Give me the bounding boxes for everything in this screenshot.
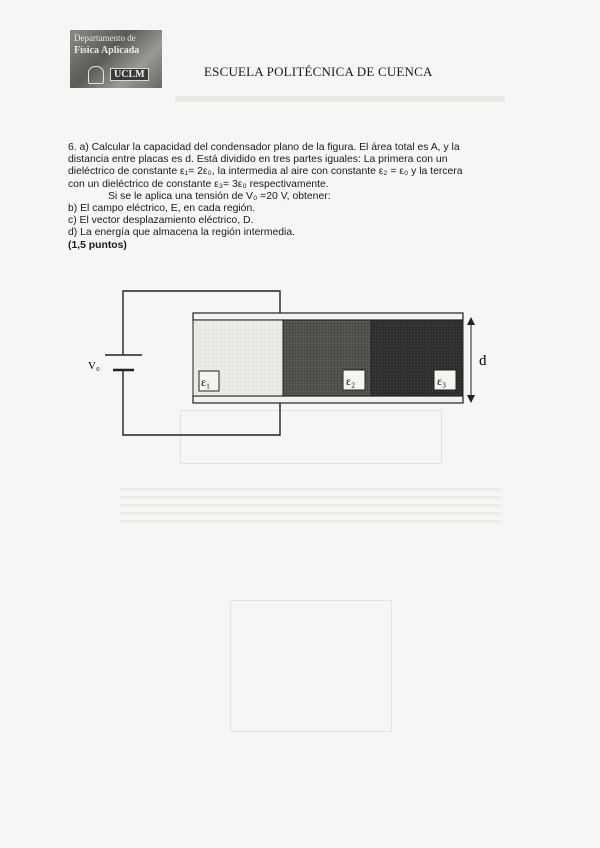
department-logo (70, 30, 162, 88)
source-voltage-label: V₀ (88, 360, 100, 372)
school-title: ESCUELA POLITÉCNICA DE CUENCA (204, 64, 433, 79)
question-d: d) La energía que almacena la región intermedia. (68, 227, 296, 239)
region-3-label: ε₃ (437, 374, 447, 388)
question-c: c) El vector desplazamiento eléctrico, D. (68, 215, 254, 227)
points-value: (1,5 puntos) (68, 239, 127, 251)
arrow-up-icon (467, 317, 475, 325)
gap-label: d (479, 353, 487, 369)
problem-statement (68, 142, 498, 252)
bleed-through-paragraph (120, 488, 500, 528)
university-emblem-icon (88, 66, 104, 84)
top-plate (193, 313, 463, 320)
problem-line-4: con un dieléctrico de constante ε₃= 3ε₀ respectivamente. (68, 178, 329, 190)
question-b: b) El campo eléctrico, E, en cada región. (68, 203, 256, 215)
region-2-label: ε₂ (346, 374, 356, 388)
region-1-label: ε₁ (201, 375, 211, 389)
capacitor-circuit-diagram (80, 285, 510, 445)
bleed-through-header (175, 96, 505, 102)
problem-line-2: distancia entre placas es d. Está dividido en tres partes iguales: La primera con un (68, 154, 448, 166)
bleed-through-figure (230, 600, 392, 732)
logo-physics-text: Física Aplicada (74, 46, 140, 55)
problem-line-1: 6. a) Calcular la capacidad del condensador plano de la figura. El área total es A, y la (68, 142, 460, 153)
problem-line-5: Si se le aplica una tensión de V₀ =20 V, obtener: (108, 190, 331, 202)
logo-acronym: UCLM (110, 68, 149, 81)
bottom-plate (193, 396, 463, 403)
logo-department-text: Departamento de (74, 34, 136, 43)
problem-line-3: dieléctrico de constante ε₁= 2ε₀, la intermedia al aire con constante ε₂ = ε₀ y la tercera (68, 166, 463, 178)
arrow-down-icon (467, 395, 475, 403)
